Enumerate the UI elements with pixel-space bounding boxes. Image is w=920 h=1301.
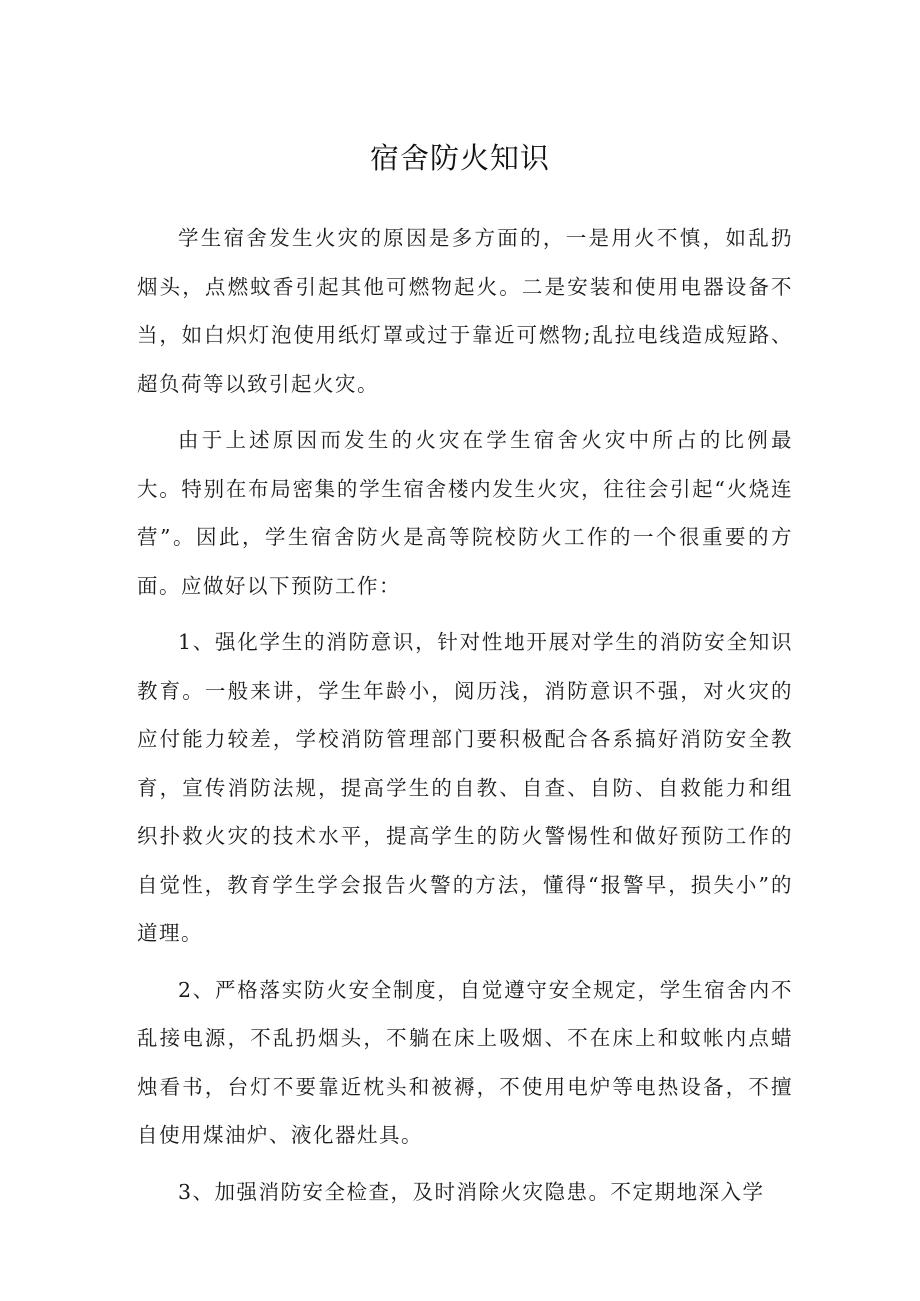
document-title: 宿舍防火知识 [369, 141, 550, 175]
paragraph-item-1: 1、强化学生的消防意识，针对性地开展对学生的消防安全知识教育。一般来讲，学生年龄小，阅历浅，消防意识不强，对火灾的应付能力较差，学校消防管理部门要积极配合各系搞好消防安全教育，宣传消防法规，提高学生的自教、自查、自防、自救能力和组织扑救火灾的技术水平，提高学生的防火警惕性和做好预防工作的自觉性，教育学生学会报告火警的方法，懂得“报警早，损失小”的道理。 [137, 630, 793, 945]
paragraph-item-3: 3、加强消防安全检查，及时消除火灾隐患。不定期地深入学 [178, 1179, 765, 1204]
paragraph-causes: 学生宿舍发生火灾的原因是多方面的，一是用火不慎，如乱扔烟头，点燃蚊香引起其他可燃物起火。二是安装和使用电器设备不当，如白炽灯泡使用纸灯罩或过于靠近可燃物;乱拉电线造成短路、超负荷等以致引起火灾。 [137, 226, 793, 396]
paragraph-proportion: 由于上述原因而发生的火灾在学生宿舍火灾中所占的比例最大。特别在布局密集的学生宿舍楼内发生火灾，往往会引起“火烧连营”。因此，学生宿舍防火是高等院校防火工作的一个很重要的方面。应做好以下预防工作： [137, 428, 793, 598]
document-body [137, 214, 793, 1224]
paragraph-item-2: 2、严格落实防火安全制度，自觉遵守安全规定，学生宿舍内不乱接电源，不乱扔烟头，不躺在床上吸烟、不在床上和蚊帐内点蜡烛看书，台灯不要靠近枕头和被褥，不使用电炉等电热设备，不擅自使用煤油炉、液化器灶具。 [137, 977, 793, 1147]
